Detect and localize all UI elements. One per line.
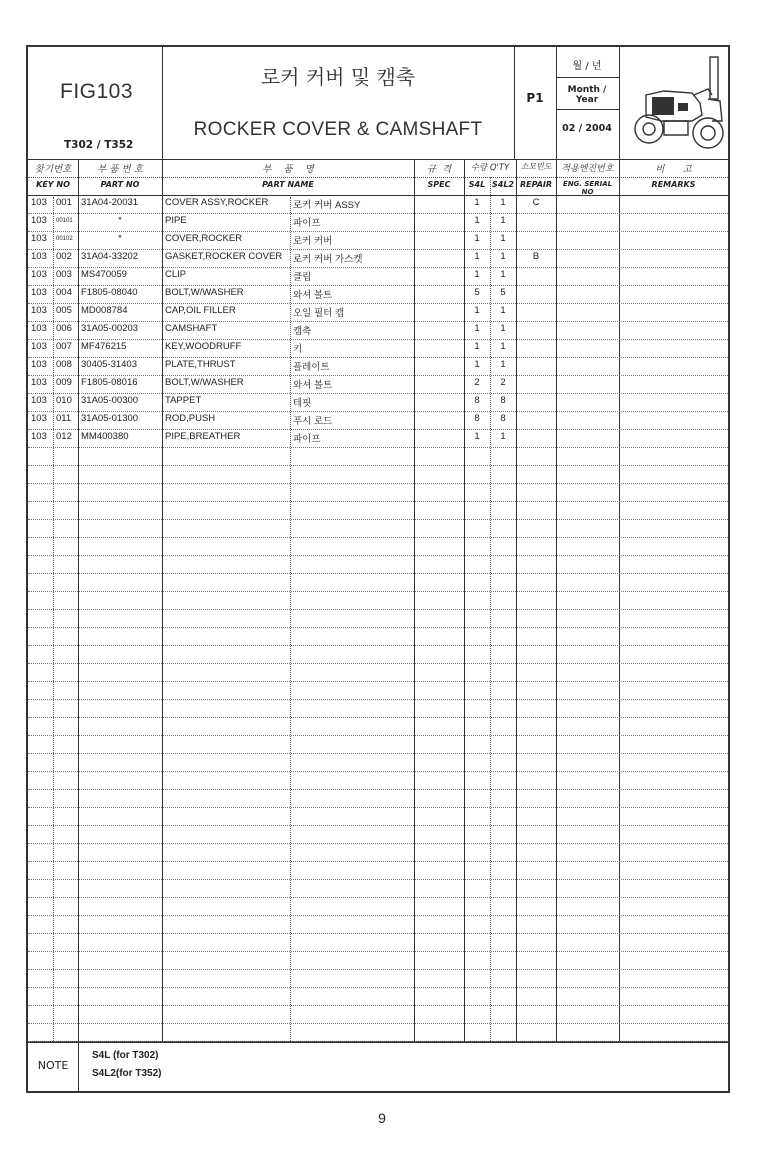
key-no-suffix: 005: [56, 305, 72, 316]
part-name-korean: 테핏: [293, 398, 312, 409]
part-name: CLIP: [165, 269, 187, 280]
table-row: [28, 879, 728, 898]
qty-s4l2: 1: [500, 215, 506, 226]
table-row: [28, 465, 728, 484]
table-row: [28, 717, 728, 736]
qty-s4l2: 1: [500, 233, 506, 244]
part-name: PIPE,BREATHER: [165, 431, 241, 442]
table-row: [28, 393, 728, 412]
col-header-remarks-ko: 비 고: [655, 164, 692, 175]
col-header-repair: REPAIR: [519, 180, 553, 189]
qty-s4l2: 1: [500, 197, 506, 208]
key-no-prefix: 103: [31, 359, 47, 370]
part-name-korean: 푸시 로드: [293, 416, 333, 427]
table-row: [28, 357, 728, 376]
part-name: PLATE,THRUST: [165, 359, 236, 370]
table-row: [28, 699, 728, 718]
part-name: BOLT,W/WASHER: [165, 377, 244, 388]
qty-s4l: 1: [474, 323, 480, 334]
col-header-qty-s4l2: S4L2: [492, 180, 514, 189]
table-row: [28, 897, 728, 916]
qty-s4l: 1: [474, 431, 480, 442]
qty-s4l: 1: [474, 251, 480, 262]
qty-s4l: 2: [474, 377, 480, 388]
part-name: BOLT,W/WASHER: [165, 287, 244, 298]
part-number: F1805-08016: [81, 377, 138, 388]
col-header-partno: PART NO: [100, 180, 140, 189]
table-row: [28, 483, 728, 502]
qty-s4l2: 1: [500, 323, 506, 334]
col-header-name: PART NAME: [262, 180, 314, 189]
key-no-prefix: 103: [31, 287, 47, 298]
table-row: [28, 843, 728, 862]
part-name-korean: 클립: [293, 272, 312, 283]
key-no-suffix: 00102: [56, 236, 73, 242]
part-name: CAP,OIL FILLER: [165, 305, 236, 316]
key-no-suffix: 003: [56, 269, 72, 280]
page-label: P1: [526, 91, 544, 105]
col-header-serial: ENG. SERIAL NO: [562, 180, 613, 196]
part-number: MF476215: [81, 341, 127, 352]
key-no-suffix: 007: [56, 341, 72, 352]
qty-s4l2: 5: [500, 287, 506, 298]
table-row: [28, 429, 728, 448]
col-header-partno-ko: 부 품 번 호: [97, 164, 143, 175]
key-no-suffix: 00101: [56, 218, 73, 224]
qty-s4l2: 8: [500, 395, 506, 406]
col-header-key-ko: 찾기번호: [34, 164, 72, 175]
key-no-prefix: 103: [31, 197, 47, 208]
table-row: [28, 591, 728, 610]
column-header-divider: [28, 177, 728, 178]
qty-s4l2: 1: [500, 269, 506, 280]
table-row: [28, 861, 728, 880]
col-header-name-ko: 부 품 명: [262, 164, 314, 175]
page-title-korean: 로커 커버 및 캠축: [260, 65, 416, 89]
col-header-qty-s4l: S4L: [468, 180, 486, 189]
col-header-qty-ko: 수량 Q'TY: [470, 163, 510, 173]
key-no-prefix: 103: [31, 413, 47, 424]
key-no-prefix: 103: [31, 323, 47, 334]
key-no-suffix: 010: [56, 395, 72, 406]
col-header-key: KEY NO: [36, 180, 70, 189]
qty-s4l2: 1: [500, 359, 506, 370]
note-label: NOTE: [37, 1059, 69, 1072]
table-row: [28, 501, 728, 520]
col-header-serial-ko: 적용엔진번호: [561, 164, 614, 174]
month-year-korean: 월 / 년: [572, 61, 602, 72]
key-no-prefix: 103: [31, 431, 47, 442]
table-row: [28, 573, 728, 592]
qty-s4l: 5: [474, 287, 480, 298]
key-no-prefix: 103: [31, 305, 47, 316]
table-row: [28, 321, 728, 340]
month-divider-1: [556, 77, 619, 78]
part-name-korean: 와셔 볼트: [293, 380, 333, 391]
table-row: [28, 1023, 728, 1042]
part-number: MM400380: [81, 431, 129, 442]
part-number: *: [118, 215, 122, 226]
part-name-korean: 와셔 볼트: [293, 290, 333, 301]
qty-s4l2: 1: [500, 251, 506, 262]
part-number: 31A05-01300: [81, 413, 139, 424]
table-row: [28, 825, 728, 844]
table-row: [28, 987, 728, 1006]
table-row: [28, 663, 728, 682]
table-row: [28, 285, 728, 304]
table-row: [28, 537, 728, 556]
key-no-suffix: 012: [56, 431, 72, 442]
col-header-spec: SPEC: [427, 180, 451, 189]
header-divider: [28, 159, 728, 160]
part-number: F1805-08040: [81, 287, 138, 298]
table-row: [28, 807, 728, 826]
key-no-prefix: 103: [31, 233, 47, 244]
header-vline-4: [619, 47, 620, 159]
qty-s4l: 8: [474, 413, 480, 424]
part-name-korean: 오일 필터 캡: [293, 308, 345, 319]
table-row: [28, 519, 728, 538]
table-row: [28, 195, 728, 214]
key-no-suffix: 004: [56, 287, 72, 298]
qty-s4l2: 8: [500, 413, 506, 424]
part-name: CAMSHAFT: [165, 323, 218, 334]
key-no-suffix: 001: [56, 197, 72, 208]
part-name: ROD,PUSH: [165, 413, 216, 424]
part-number: 31A04-20031: [81, 197, 139, 208]
part-name: GASKET,ROCKER COVER: [165, 251, 283, 262]
table-row: [28, 1005, 728, 1024]
table-row: [28, 555, 728, 574]
key-no-prefix: 103: [31, 395, 47, 406]
figure-number: FIG103: [60, 80, 134, 103]
qty-s4l: 1: [474, 197, 480, 208]
key-no-prefix: 103: [31, 269, 47, 280]
repair-code: B: [532, 251, 540, 262]
part-name-korean: 파이프: [293, 218, 321, 229]
table-row: [28, 735, 728, 754]
part-number: MD008784: [81, 305, 128, 316]
part-number: 31A05-00203: [81, 323, 139, 334]
qty-s4l: 1: [474, 215, 480, 226]
table-row: [28, 771, 728, 790]
parts-sheet: [26, 45, 730, 1093]
tractor-icon: [622, 51, 728, 155]
qty-s4l: 1: [474, 233, 480, 244]
qty-s4l2: 1: [500, 305, 506, 316]
table-row: [28, 303, 728, 322]
table-row: [28, 447, 728, 466]
part-number: 31A04-33202: [81, 251, 139, 262]
part-name-korean: 로커 커버 ASSY: [293, 200, 361, 211]
qty-s4l: 8: [474, 395, 480, 406]
note-line-2: S4L2(for T352): [92, 1068, 162, 1079]
key-no-prefix: 103: [31, 251, 47, 262]
table-row: [28, 627, 728, 646]
part-name-korean: 파이프: [293, 434, 321, 445]
note-vline: [78, 1041, 79, 1093]
qty-s4l: 1: [474, 359, 480, 370]
table-row: [28, 681, 728, 700]
qty-s4l: 1: [474, 305, 480, 316]
qty-s4l2: 1: [500, 431, 506, 442]
part-number: 30405-31403: [81, 359, 137, 370]
part-number: MS470059: [81, 269, 127, 280]
part-name-korean: 로커 커버 가스켓: [293, 254, 363, 265]
part-name-korean: 키: [293, 344, 303, 355]
page-title: ROCKER COVER & CAMSHAFT: [193, 119, 483, 140]
month-divider-2: [556, 109, 619, 110]
part-number: 31A05-00300: [81, 395, 139, 406]
table-row: [28, 969, 728, 988]
key-no-prefix: 103: [31, 215, 47, 226]
model-list: T302 / T352: [64, 139, 134, 151]
month-year-label: Month / Year: [567, 85, 607, 105]
part-name: KEY,WOODRUFF: [165, 341, 242, 352]
part-name: PIPE: [165, 215, 187, 226]
part-name-korean: 플레이트: [293, 362, 330, 373]
part-number: *: [118, 233, 122, 244]
table-row: [28, 609, 728, 628]
qty-s4l: 1: [474, 269, 480, 280]
page-number: 9: [378, 1110, 386, 1126]
key-no-suffix: 006: [56, 323, 72, 334]
table-row: [28, 789, 728, 808]
part-name: COVER ASSY,ROCKER: [165, 197, 269, 208]
table-row: [28, 915, 728, 934]
part-name-korean: 캠축: [293, 326, 312, 337]
table-row: [28, 753, 728, 772]
note-line-1: S4L (for T302): [92, 1050, 159, 1061]
table-row: [28, 375, 728, 394]
key-no-suffix: 011: [56, 413, 72, 424]
issue-date: 02 / 2004: [562, 123, 612, 134]
key-no-prefix: 103: [31, 377, 47, 388]
table-row: [28, 267, 728, 286]
col-header-remarks: REMARKS: [651, 180, 696, 189]
table-row: [28, 231, 728, 250]
key-no-suffix: 008: [56, 359, 72, 370]
col-header-spec-ko: 규 격: [426, 164, 452, 175]
table-row: [28, 951, 728, 970]
part-name: TAPPET: [165, 395, 202, 406]
table-row: [28, 339, 728, 358]
table-row: [28, 213, 728, 232]
qty-s4l2: 1: [500, 341, 506, 352]
part-name-korean: 로커 커버: [293, 236, 333, 247]
repair-code: C: [532, 197, 540, 208]
part-name: COVER,ROCKER: [165, 233, 243, 244]
col-header-repair-ko: 소모빈도: [520, 162, 552, 171]
table-row: [28, 645, 728, 664]
table-row: [28, 249, 728, 268]
table-row: [28, 411, 728, 430]
qty-s4l2: 2: [500, 377, 506, 388]
key-no-suffix: 009: [56, 377, 72, 388]
key-no-prefix: 103: [31, 341, 47, 352]
qty-s4l: 1: [474, 341, 480, 352]
table-row: [28, 933, 728, 952]
key-no-suffix: 002: [56, 251, 72, 262]
